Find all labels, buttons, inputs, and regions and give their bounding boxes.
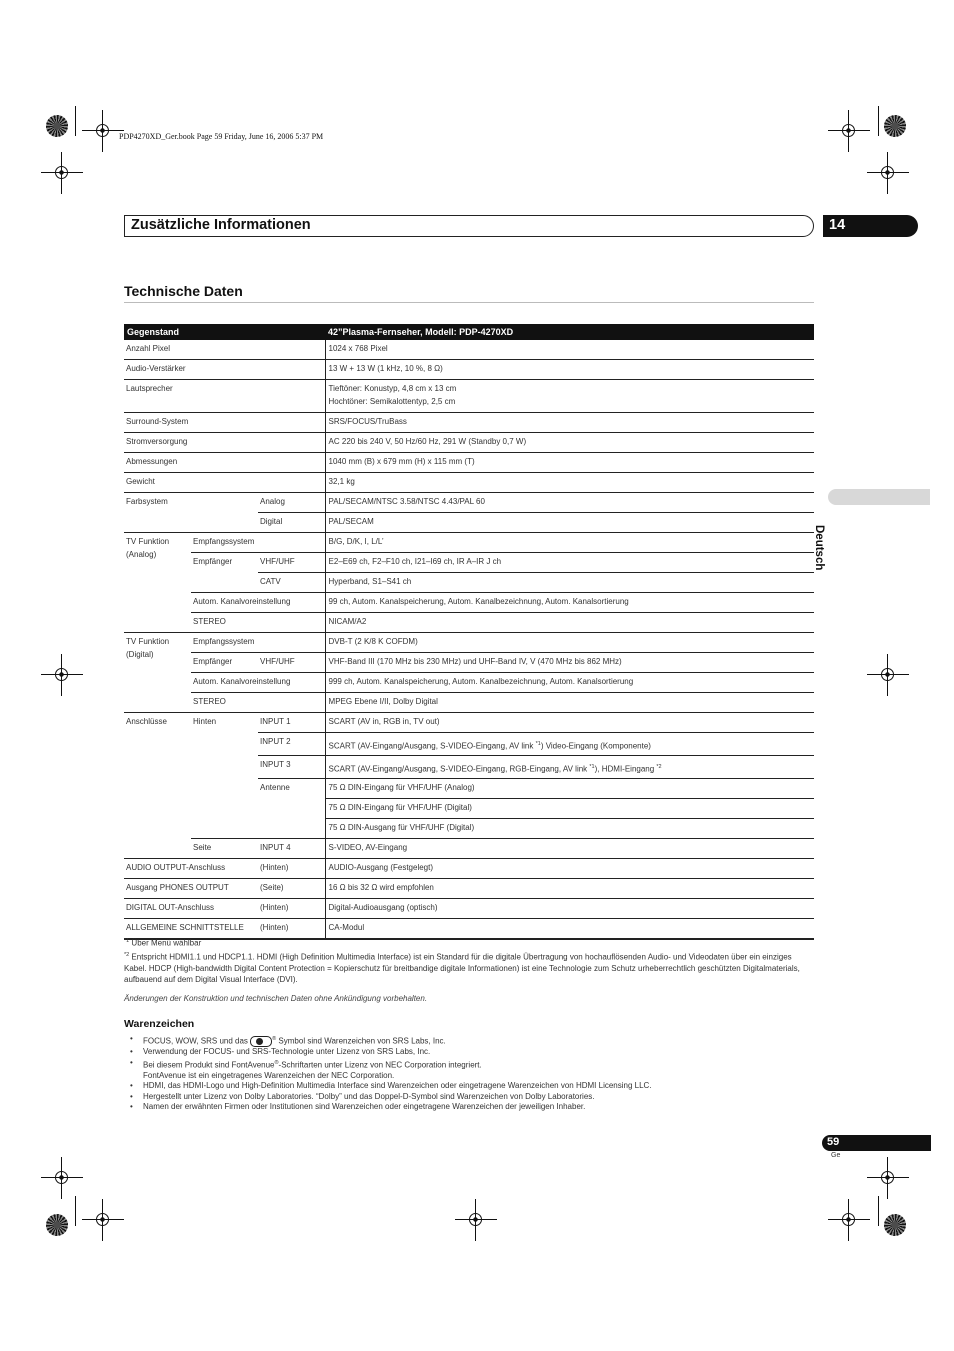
registration-rosette-bottom-left [46,1214,68,1236]
row-value: 32,1 kg [325,473,814,493]
row-sublabel: Digital [258,513,325,533]
row-value: AUDIO-Ausgang (Festgelegt) [325,859,814,879]
disclaimer-note: Änderungen der Konstruktion und technischen Daten ohne Ankündigung vorbehalten. [124,994,428,1003]
table-row [124,673,814,693]
row-value: 99 ch, Autom. Kanalspeicherung, Autom. Kanalbezeichnung, Autom. Kanalsortierung [325,593,814,613]
trademarks-title: Warenzeichen [124,1018,195,1030]
language-label: Deutsch [813,525,825,571]
row-label: AUDIO OUTPUT-Anschluss [124,859,258,879]
table-row [124,693,814,713]
trademarks-list [130,1034,820,1113]
table-row [124,879,814,899]
row-sublabel: Antenne [260,783,290,792]
registration-mark-left-lower [41,1157,83,1199]
row-sublabel: INPUT 4 [258,839,325,859]
row-sublabel: Hinten [193,717,217,726]
table-row [124,433,814,453]
row-label: Surround-System [124,413,325,433]
row-value: 999 ch, Autom. Kanalspeicherung, Autom. Kanalbezeichnung, Autom. Kanalsortierung [325,673,814,693]
row-sublabel: INPUT 2 [258,733,325,756]
row-sublabel: Autom. Kanalvoreinstellung [191,673,325,693]
registration-mark-bottom-left [82,1199,124,1241]
language-tab [828,489,930,505]
label-line: (Analog) [126,549,157,559]
row-label: Anschlüsse [124,713,191,859]
row-sublabel: (Hinten) [258,919,325,940]
row-value: Hyperband, S1–S41 ch [325,573,814,593]
table-row [124,380,814,413]
row-sublabel: INPUT 3 [258,756,325,779]
table-row [124,533,814,553]
row-value [325,756,814,779]
row-value: 13 W + 13 W (1 kHz, 10 %, 8 Ω) [325,360,814,380]
crop-mark [878,1196,879,1226]
footnote-ref: *1 [589,764,595,770]
row-value: MPEG Ebene I/II, Dolby Digital [325,693,814,713]
item-text: FOCUS, WOW, SRS und das [143,1036,251,1046]
section-title: Technische Daten [124,283,243,299]
row-label: Lautsprecher [124,380,325,413]
crop-mark [878,106,879,136]
table-row [124,839,814,859]
footnote-marker: *2 [124,952,130,958]
row-value: 16 Ω bis 32 Ω wird empfohlen [325,879,814,899]
footnote-2 [124,950,814,985]
row-value: PAL/SECAM [325,513,814,533]
table-row [124,593,814,613]
value-text: SCART (AV-Eingang/Ausgang, S-VIDEO-Eingang, AV link [328,741,536,751]
table-row [124,360,814,380]
row-value: SRS/FOCUS/TruBass [325,413,814,433]
value-line: Hochtöner: Semikalottentyp, 2,5 cm [328,396,456,406]
row-label [124,533,191,633]
registration-mark-bottom-right [828,1199,870,1241]
row-sublabel: Empfänger [191,653,258,673]
footnote-1 [124,936,814,949]
row-sublabel: STEREO [191,613,325,633]
row-value: 1024 x 768 Pixel [325,340,814,360]
registration-mark-bottom-center [455,1199,497,1241]
label-line: TV Funktion [126,637,170,646]
row-label: Abmessungen [124,453,325,473]
row-value: S-VIDEO, AV-Eingang [325,839,814,859]
table-row [124,340,814,360]
registration-rosette-top-left [46,115,68,137]
row-sublabel: Empfangssystem [191,533,325,553]
row-sublabel: VHF/UHF [258,553,325,573]
row-value: NICAM/A2 [325,613,814,633]
row-value: 1040 mm (B) x 679 mm (H) x 115 mm (T) [325,453,814,473]
table-row [124,713,814,733]
spec-table [124,324,814,940]
table-row [124,633,814,653]
table-row [124,473,814,493]
value-text: SCART (AV-Eingang/Ausgang, S-VIDEO-Eingang, RGB-Eingang, AV link [328,764,590,774]
row-label: Audio-Verstärker [124,360,325,380]
registration-mark-top-left [82,110,124,152]
print-info-line: PDP4270XD_Ger.book Page 59 Friday, June 16, 2006 5:37 PM [119,132,324,141]
table-row [124,653,814,673]
registration-mark-left-middle [41,654,83,696]
list-item [130,1058,820,1082]
page-number: 59 [827,1136,840,1148]
column-header-value: 42”Plasma-Fernseher, Modell: PDP-4270XD [325,324,814,340]
page-language-code: Ge [831,1152,841,1159]
row-value: 75 Ω DIN-Ausgang für VHF/UHF (Digital) [325,819,814,839]
list-item [130,1034,820,1047]
footnote-ref: *1 [535,741,541,747]
list-item: • Verwendung der FOCUS- und SRS-Technologie unter Lizenz von SRS Labs, Inc. [130,1047,820,1058]
table-row [124,899,814,919]
footnote-ref: *2 [656,764,662,770]
registration-mark-right-lower [867,1157,909,1199]
row-value: 75 Ω DIN-Eingang für VHF/UHF (Digital) [325,799,814,819]
table-header-row [124,324,814,340]
table-row [124,413,814,433]
table-row [124,493,814,513]
registration-mark-left-upper [41,152,83,194]
table-row [124,553,814,573]
row-sublabel: (Hinten) [258,859,325,879]
crop-mark [75,106,76,136]
column-header-item: Gegenstand [124,324,325,340]
label-line: TV Funktion [126,537,170,546]
row-sublabel: Seite [191,839,258,859]
row-value: Digital-Audioausgang (optisch) [325,899,814,919]
row-value: DVB-T (2 K/8 K COFDM) [325,633,814,653]
row-sublabel: Autom. Kanalvoreinstellung [191,593,325,613]
row-value: 75 Ω DIN-Eingang für VHF/UHF (Analog) [325,779,814,799]
row-sublabel: Analog [258,493,325,513]
row-label [124,633,191,713]
registration-mark-top-right [828,110,870,152]
footnote-marker: *1 [124,938,130,944]
value-text: ), HDMI-Eingang [594,764,657,774]
row-label: Anzahl Pixel [124,340,325,360]
row-value [325,733,814,756]
row-label: DIGITAL OUT-Anschluss [124,899,258,919]
row-sublabel: STEREO [191,693,325,713]
list-item: • Namen der erwähnten Firmen oder Institutionen sind Warenzeichen oder eingetragene Warenzeichen der jeweiligen Inhaber. [130,1102,820,1113]
row-sublabel: CATV [258,573,325,593]
row-value: B/G, D/K, I, L/L’ [325,533,814,553]
footnote-text: Entspricht HDMI1.1 und HDCP1.1. HDMI (High Definition Multimedia Interface) ist ein Standard für die digitale Übertragung von hochauflösenden Audio- und Videodaten über ein einziges Kabel. HDCP (High-bandwidth Digital Content Protection = Kopierschutz für breitbandige digitale Informationen) ist eine Technologie zum Schutz urheberrechtlich geschützten Digitalmaterials, aufbauend auf dem Digital Visual Interface (DVI). [124,952,800,984]
footnote-text: Über Menü wählbar [129,938,202,948]
table-row [124,613,814,633]
chapter-number: 14 [829,217,846,233]
section-divider [124,302,814,303]
registration-rosette-bottom-right [884,1214,906,1236]
row-value: SCART (AV in, RGB in, TV out) [325,713,814,733]
registered-mark: ® [272,1036,277,1042]
row-sublabel: Empfangssystem [191,633,325,653]
row-label: Ausgang PHONES OUTPUT [124,879,258,899]
row-sublabel: (Seite) [258,879,325,899]
value-text: ) Video-Eingang (Komponente) [540,741,651,751]
item-text: Bei diesem Produkt sind FontAvenue [143,1060,275,1070]
row-value [325,380,814,413]
row-value: E2–E69 ch, F2–F10 ch, I21–I69 ch, IR A–IR J ch [325,553,814,573]
crop-mark [75,1196,76,1226]
srs-logo-icon [250,1036,272,1047]
registered-mark: ® [274,1059,279,1066]
registration-mark-right-middle [867,654,909,696]
row-label: Stromversorgung [124,433,325,453]
value-line: Tieftöner: Konustyp, 4,8 cm x 13 cm [328,384,457,393]
label-line: (Digital) [126,649,154,659]
row-value: VHF-Band III (170 MHz bis 230 MHz) und UHF-Band IV, V (470 MHz bis 862 MHz) [325,653,814,673]
item-text: Symbol sind Warenzeichen von SRS Labs, Inc. [276,1036,446,1046]
row-value: PAL/SECAM/NTSC 3.58/NTSC 4.43/PAL 60 [325,493,814,513]
registration-mark-right-upper [867,152,909,194]
table-row [124,859,814,879]
row-label: ALLGEMEINE SCHNITTSTELLE [124,919,258,940]
row-sublabel: VHF/UHF [258,653,325,673]
item-text: FontAvenue ist ein eingetragenes Warenzeichen der NEC Corporation. [143,1070,395,1080]
chapter-title: Zusätzliche Informationen [131,217,311,233]
row-sublabel: (Hinten) [258,899,325,919]
row-value: AC 220 bis 240 V, 50 Hz/60 Hz, 291 W (Standby 0,7 W) [325,433,814,453]
row-value: CA-Modul [325,919,814,940]
row-sublabel: Empfänger [191,553,258,593]
row-label: Gewicht [124,473,325,493]
registration-rosette-top-right [884,115,906,137]
row-sublabel: INPUT 1 [258,713,325,733]
list-item: • HDMI, das HDMI-Logo und High-Definition Multimedia Interface sind Warenzeichen oder eingetragene Warenzeichen von HDMI Licensing LLC. [130,1081,820,1092]
row-label: Farbsystem [124,493,258,533]
item-text: -Schriftarten unter Lizenz von NEC Corporation integriert. [278,1060,482,1070]
list-item: • Hergestellt unter Lizenz von Dolby Laboratories. “Dolby” und das Doppel-D-Symbol sind Warenzeichen von Dolby Laboratories. [130,1092,820,1103]
table-row [124,453,814,473]
